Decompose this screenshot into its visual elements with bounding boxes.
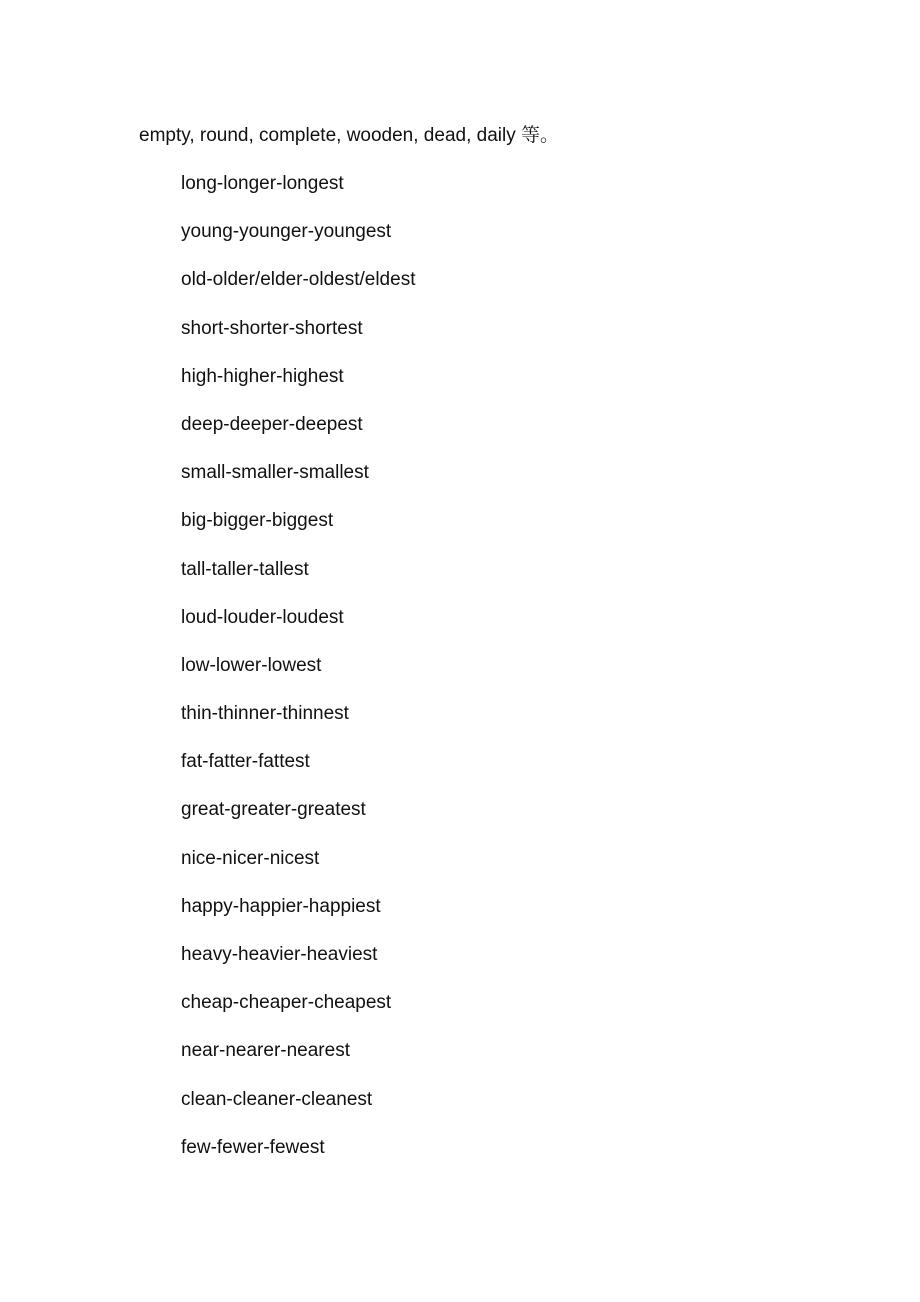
comparative-item: big-bigger-biggest (181, 510, 334, 532)
comparative-item: cheap-cheaper-cheapest (181, 992, 392, 1014)
comparative-list (181, 171, 415, 1183)
comparative-item: heavy-heavier-heaviest (181, 944, 378, 965)
comparative-item: short-shorter-shortest (181, 317, 363, 339)
comparative-item: nice-nicer-nicest (181, 847, 320, 869)
comparative-item: high-higher-highest (181, 365, 344, 387)
comparative-item: few-fewer-fewest (181, 1136, 325, 1158)
comparative-item: low-lower-lowest (181, 654, 322, 676)
comparative-item: old-older/elder-oldest/eldest (181, 269, 416, 291)
comparative-item: loud-louder-loudest (181, 606, 344, 628)
comparative-item: near-nearer-nearest (181, 1040, 350, 1062)
comparative-item: deep-deeper-deepest (181, 413, 363, 435)
intro-line: empty, round, complete, wooden, dead, daily 等。 (139, 125, 559, 146)
comparative-item: great-greater-greatest (181, 799, 366, 821)
comparative-item: happy-happier-happiest (181, 895, 381, 917)
comparative-item: thin-thinner-thinnest (181, 703, 349, 725)
comparative-item: tall-taller-tallest (181, 558, 309, 580)
comparative-item: young-younger-youngest (181, 221, 392, 243)
comparative-item: long-longer-longest (181, 173, 344, 194)
comparative-item: clean-cleaner-cleanest (181, 1088, 373, 1110)
comparative-item: small-smaller-smallest (181, 462, 369, 484)
comparative-item: fat-fatter-fattest (181, 751, 310, 773)
